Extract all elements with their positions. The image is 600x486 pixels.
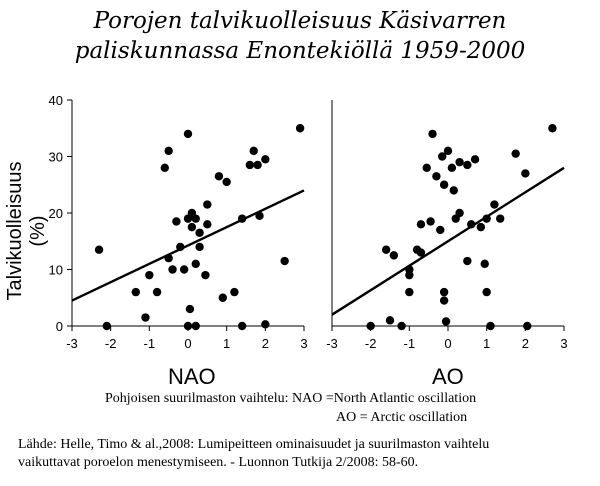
nao-panel xyxy=(49,93,308,351)
data-point xyxy=(261,320,269,328)
data-point xyxy=(141,313,149,321)
data-point xyxy=(161,164,169,172)
data-point xyxy=(168,265,176,273)
data-point xyxy=(442,317,450,325)
data-point xyxy=(521,169,529,177)
y-tick-label: 10 xyxy=(48,262,63,278)
data-point xyxy=(405,288,413,296)
x-tick-label: 1 xyxy=(483,336,491,351)
x-tick-label: 2 xyxy=(521,336,529,351)
data-point xyxy=(523,322,531,330)
data-point xyxy=(440,296,448,304)
data-point xyxy=(382,246,390,254)
data-point xyxy=(103,322,111,330)
data-point xyxy=(463,161,471,169)
data-point xyxy=(215,172,223,180)
data-point xyxy=(192,214,200,222)
data-point xyxy=(386,316,394,324)
data-point xyxy=(132,288,140,296)
x-tick-label: -3 xyxy=(66,336,78,351)
data-point xyxy=(195,229,203,237)
source-line-1: Lähde: Helle, Timo & al.,2008: Lumipeitteen ominaisuudet ja suurilmaston vaihtelu xyxy=(18,437,490,452)
y-axis-label: Talvikuolleisuus (%) xyxy=(4,161,49,301)
data-point xyxy=(448,164,456,172)
data-point xyxy=(261,155,269,163)
data-point xyxy=(296,124,304,132)
chart-title-line-1: Porojen talvikuolleisuus Käsivarren xyxy=(93,8,507,34)
data-point xyxy=(471,155,479,163)
data-point xyxy=(145,271,153,279)
y-tick-label: 30 xyxy=(48,149,63,165)
x-tick-label: 2 xyxy=(261,336,269,351)
x-tick-label: -2 xyxy=(364,336,377,351)
data-point xyxy=(405,265,413,273)
data-point xyxy=(153,288,161,296)
data-point xyxy=(230,288,238,296)
data-point xyxy=(490,200,498,208)
legend-line-2: AO = Arctic oscillation xyxy=(336,410,468,425)
data-point xyxy=(436,226,444,234)
data-point xyxy=(164,254,172,262)
data-point xyxy=(428,130,436,138)
data-point xyxy=(176,243,184,251)
data-point xyxy=(192,322,200,330)
x-tick-label: 3 xyxy=(560,336,568,351)
data-point xyxy=(496,214,504,222)
data-point xyxy=(482,288,490,296)
data-point xyxy=(203,200,211,208)
data-point xyxy=(201,271,209,279)
x-axis-label-nao: NAO xyxy=(168,364,216,389)
data-point xyxy=(440,288,448,296)
x-tick-label: 0 xyxy=(444,336,452,351)
data-point xyxy=(195,243,203,251)
data-point xyxy=(280,257,288,265)
data-point xyxy=(188,223,196,231)
y-tick-label: 20 xyxy=(48,206,63,221)
data-point xyxy=(511,149,519,157)
data-point xyxy=(432,172,440,180)
data-point xyxy=(444,147,452,155)
data-point xyxy=(203,220,211,228)
chart-title-line-2: paliskunnassa Enontekiöllä 1959-2000 xyxy=(74,38,526,64)
data-point xyxy=(482,214,490,222)
y-tick-label: 40 xyxy=(48,93,63,108)
data-point xyxy=(455,209,463,217)
data-point xyxy=(467,220,475,228)
data-point xyxy=(238,214,246,222)
data-point xyxy=(450,186,458,194)
x-tick-label: -2 xyxy=(104,336,117,351)
data-point xyxy=(455,158,463,166)
data-point xyxy=(192,260,200,268)
data-point xyxy=(366,322,374,330)
x-tick-label: -1 xyxy=(143,336,156,351)
data-point xyxy=(246,161,254,169)
x-axis-label-ao: AO xyxy=(432,364,464,389)
data-point xyxy=(184,130,192,138)
data-point xyxy=(397,322,405,330)
x-tick-label: 1 xyxy=(223,336,231,351)
x-tick-label: 3 xyxy=(300,336,308,351)
data-point xyxy=(222,178,230,186)
data-point xyxy=(186,305,194,313)
data-point xyxy=(95,246,103,254)
data-point xyxy=(253,161,261,169)
data-point xyxy=(486,322,494,330)
data-point xyxy=(184,322,192,330)
data-point xyxy=(172,217,180,225)
data-point xyxy=(548,124,556,132)
data-point xyxy=(255,212,263,220)
data-point xyxy=(481,260,489,268)
data-point xyxy=(423,164,431,172)
data-point xyxy=(250,147,258,155)
data-point xyxy=(164,147,172,155)
data-point xyxy=(417,220,425,228)
trend-line xyxy=(72,190,304,300)
legend-line-1: Pohjoisen suurilmaston vaihtelu: NAO =North Atlantic oscillation xyxy=(105,391,477,406)
y-tick-label: 0 xyxy=(55,319,63,334)
data-point xyxy=(477,223,485,231)
data-point xyxy=(417,248,425,256)
data-point xyxy=(219,294,227,302)
x-tick-label: -3 xyxy=(326,336,338,351)
ao-panel xyxy=(326,100,567,351)
data-point xyxy=(180,265,188,273)
data-point xyxy=(238,322,246,330)
source-line-2: vaikuttavat poroelon menestymiseen. - Luonnon Tutkija 2/2008: 58-60. xyxy=(18,455,419,470)
data-point xyxy=(426,217,434,225)
x-tick-label: -1 xyxy=(403,336,416,351)
data-point xyxy=(440,181,448,189)
data-point xyxy=(390,251,398,259)
data-point xyxy=(463,257,471,265)
x-tick-label: 0 xyxy=(184,336,192,351)
